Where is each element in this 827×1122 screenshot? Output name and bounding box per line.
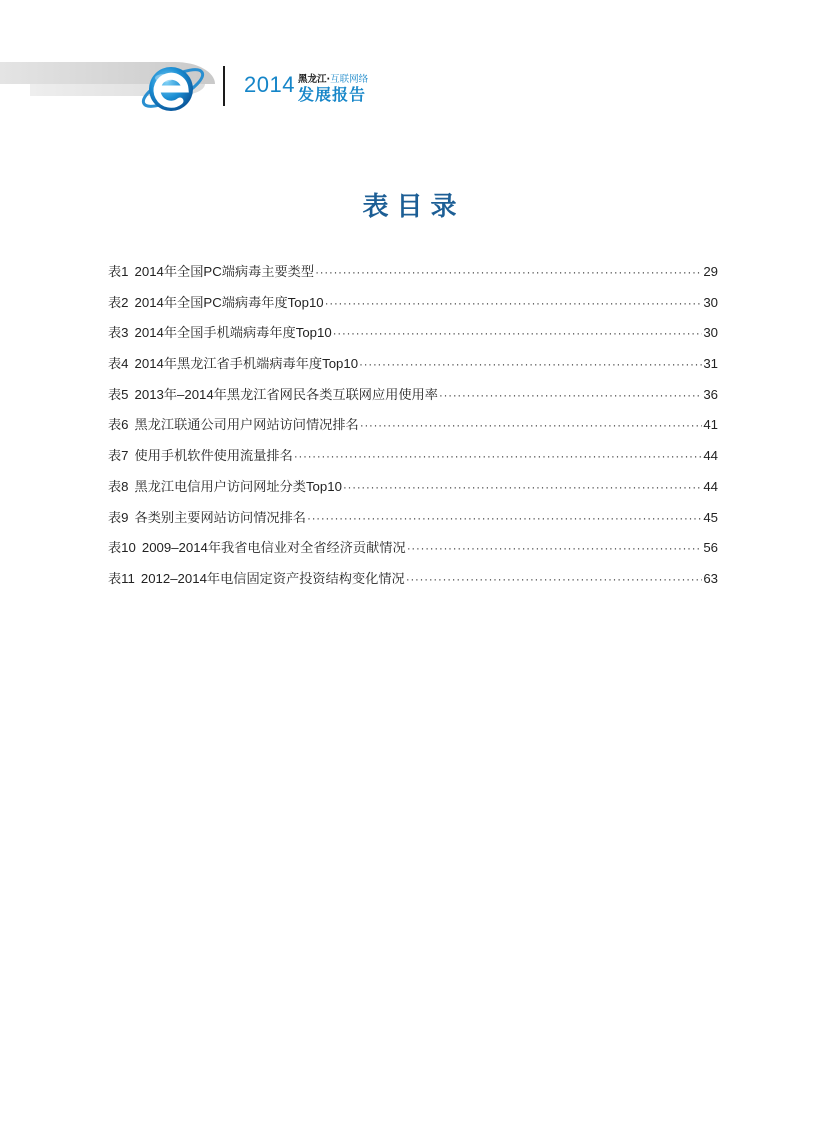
- toc-entry-label: [108, 384, 438, 403]
- toc-leader-dots: [307, 511, 702, 525]
- toc-leader-dots: [359, 357, 702, 371]
- toc-entry[interactable]: [108, 414, 718, 445]
- toc-entry-page: 30: [703, 294, 718, 310]
- toc-entry-page: 63: [703, 570, 718, 586]
- toc-entry-title: 2014年黑龙江省手机端病毒年度Top10: [134, 356, 359, 372]
- toc-entry-label: [108, 568, 405, 587]
- toc-entry[interactable]: [108, 384, 718, 415]
- page-header: [0, 0, 827, 130]
- toc-entry-title: 2014年全国PC端病毒年度Top10: [134, 294, 324, 310]
- toc-entry-label: [108, 507, 306, 526]
- brand-topic: 互联网络: [330, 74, 369, 85]
- toc-entry-number: 表11: [108, 570, 135, 586]
- toc-leader-dots: [406, 572, 703, 586]
- toc-entry-page: 36: [703, 386, 718, 402]
- toc-entry-title: 2012–2014年电信固定资产投资结构变化情况: [140, 570, 405, 586]
- internet-e-logo-icon: [138, 56, 208, 118]
- toc-leader-dots: [343, 480, 702, 494]
- toc-entry-number: 表8: [108, 478, 129, 494]
- toc-entry-number: 表2: [108, 294, 129, 310]
- toc-entry-label: [108, 292, 324, 311]
- brand-region: 黑龙江·: [298, 74, 331, 85]
- toc-entry-number: 表3: [108, 325, 129, 341]
- toc-leader-dots: [333, 326, 703, 340]
- toc-leader-dots: [315, 265, 702, 279]
- toc-entry-label: [108, 261, 314, 280]
- toc-entry-title: 使用手机软件使用流量排名: [134, 448, 293, 464]
- toc-entry-title: 黑龙江电信用户访问网址分类Top10: [134, 478, 342, 494]
- toc-leader-dots: [360, 418, 703, 432]
- toc-entry[interactable]: [108, 322, 718, 353]
- toc-entry-label: [108, 322, 332, 341]
- toc-leader-dots: [439, 388, 702, 402]
- toc-entry[interactable]: [108, 568, 718, 599]
- toc-entry-title: 2014年全国手机端病毒年度Top10: [134, 325, 332, 341]
- toc-entry-label: [108, 414, 359, 433]
- toc-entry[interactable]: [108, 292, 718, 323]
- table-of-contents: [108, 261, 718, 599]
- toc-entry[interactable]: [108, 476, 718, 507]
- toc-entry-title: 黑龙江联通公司用户网站访问情况排名: [134, 417, 359, 433]
- toc-entry-page: 30: [703, 325, 718, 341]
- toc-entry[interactable]: [108, 507, 718, 538]
- toc-entry-label: [108, 353, 358, 372]
- toc-entry[interactable]: [108, 537, 718, 568]
- toc-entry-title: 2009–2014年我省电信业对全省经济贡献情况: [141, 540, 406, 556]
- toc-entry-page: 31: [703, 356, 718, 372]
- report-year: 2014: [244, 72, 295, 97]
- toc-entry-label: [108, 476, 342, 495]
- toc-entry-page: 45: [703, 509, 718, 525]
- toc-entry-title: 各类别主要网站访问情况排名: [134, 509, 306, 525]
- brand-title: 发展报告: [298, 85, 367, 104]
- toc-entry[interactable]: [108, 353, 718, 384]
- toc-entry-number: 表7: [108, 448, 129, 464]
- toc-entry-number: 表10: [108, 540, 136, 556]
- header-divider: [223, 66, 225, 106]
- toc-entry[interactable]: [108, 445, 718, 476]
- toc-entry-number: 表1: [108, 264, 129, 279]
- toc-leader-dots: [325, 296, 703, 310]
- toc-entry-number: 表9: [108, 509, 129, 525]
- toc-entry[interactable]: [108, 261, 718, 292]
- toc-entry-page: 41: [703, 417, 718, 433]
- toc-entry-number: 表6: [108, 417, 129, 433]
- toc-entry-number: 表4: [108, 356, 129, 372]
- toc-entry-page: 56: [703, 540, 718, 556]
- toc-entry-label: [108, 445, 293, 464]
- toc-entry-label: [108, 537, 406, 556]
- toc-entry-page: 29: [703, 264, 718, 279]
- toc-entry-page: 44: [703, 448, 718, 464]
- toc-entry-number: 表5: [108, 386, 129, 402]
- toc-entry-title: 2014年全国PC端病毒主要类型: [134, 264, 315, 279]
- toc-leader-dots: [407, 541, 703, 555]
- toc-leader-dots: [294, 449, 703, 463]
- toc-entry-title: 2013年–2014年黑龙江省网民各类互联网应用使用率: [134, 386, 438, 402]
- toc-entry-page: 44: [703, 478, 718, 494]
- page-title: 表目录: [362, 192, 465, 222]
